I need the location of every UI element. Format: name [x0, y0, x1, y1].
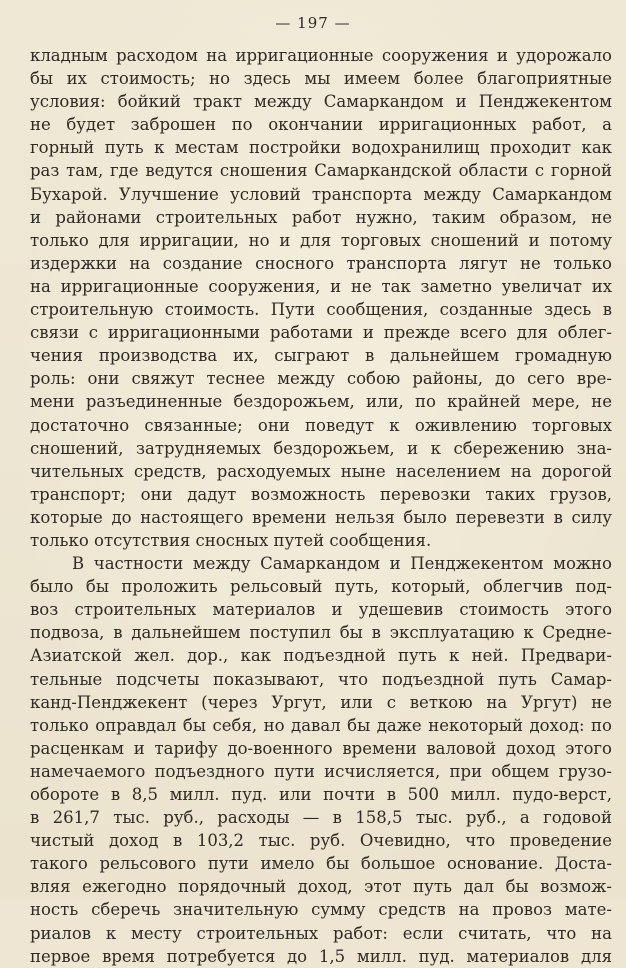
page-number: — 197 — — [275, 14, 351, 32]
text-line: кладным расходом на ирригационные сооружения и удорожало — [30, 46, 612, 65]
text-line: строительную стоимость. Пути сообщения, созданные здесь в — [30, 300, 612, 320]
text-line: только отсутствия сносных путей сообщения. — [30, 530, 432, 550]
text-line: на ирригационные сооружения, и не так заметно увеличат их — [30, 276, 612, 296]
text-line: намечаемого подъездного пути исчисляется, при общем грузо- — [30, 761, 612, 781]
text-line: обороте в 8,5 милл. пуд. или почти в 500 милл. пудо-верст, — [30, 785, 612, 804]
text-line: такого рельсового пути имело бы большое основание. Доста- — [30, 854, 612, 874]
text-line: подвоза, в дальнейшем поступил бы в эксплуатацию к Средне- — [30, 623, 612, 643]
text-line: вляя ежегодно порядочный доход, этот путь дал бы возмож- — [30, 877, 612, 897]
text-line: только для ирригации, но и для торговых сношений и потому — [30, 230, 612, 250]
text-line: чительных средств, расходуемых ныне населением на дорогой — [30, 461, 612, 481]
text-line: горный путь к местам постройки водохранилищ проходит как — [30, 138, 612, 158]
text-line: расценкам и тарифу до-военного времени валовой доход этого — [30, 738, 612, 758]
text-line: тельные подсчеты показывают, что подъездной путь Самар- — [30, 669, 612, 689]
text-line: мени разъединенные бездорожьем, или, по крайней мере, не — [30, 392, 612, 412]
body-text — [30, 44, 612, 968]
text-line: не будет заброшен по окончании ирригационных работ, а — [30, 115, 612, 135]
text-line: Азиатской жел. дор., как подъездной путь к ней. Предвари- — [30, 646, 612, 666]
text-line: канд-Пенджекент (через Ургут, или с веткою на Ургут) не — [30, 692, 612, 712]
text-line: условия: бойкий тракт между Самаркандом и Пенджекентом — [30, 92, 612, 112]
text-line: роль: они свяжут теснее между собою районы, до сего вре- — [30, 369, 612, 389]
text-line: в 261,7 тыс. руб., расходы — в 158,5 тыс. руб., а годовой — [30, 808, 612, 828]
text-line: Бухарой. Улучшение условий транспорта между Самаркандом — [30, 184, 612, 204]
text-line: только оправдал бы себя, но давал бы даже некоторый доход: по — [30, 715, 612, 735]
text-line: риалов к месту строительных работ: если считать, что на — [30, 923, 612, 943]
text-line: издержки на создание сносного транспорта лягут не только — [30, 253, 612, 273]
text-line: раз там, где ведутся сношения Самаркандской области с горной — [30, 161, 612, 181]
text-line: связи с ирригационными работами и прежде всего для облег- — [30, 323, 612, 343]
text-line: достаточно связанные; они поведут к оживлению торговых — [30, 415, 612, 435]
text-line: сношений, затрудняемых бездорожьем, и к сбережению зна- — [30, 438, 612, 458]
paragraph-first-line: В частности между Самаркандом и Пенджекентом можно — [72, 554, 612, 574]
text-line: чистый доход в 103,2 тыс. руб. Очевидно, что проведение — [30, 831, 612, 851]
text-line: бы их стоимость; но здесь мы имеем более благоприятные — [30, 69, 612, 89]
text-line: ность сберечь значительную сумму средств на провоз мате- — [30, 900, 612, 920]
text-line: было бы проложить рельсовый путь, который, облегчив под- — [30, 577, 612, 597]
text-line: первое время потребуется до 1,5 милл. пуд. материалов для — [30, 946, 612, 966]
text-line: и районами строительных работ нужно, таким образом, не — [30, 207, 612, 227]
text-line: воз строительных материалов и удешевив стоимость этого — [30, 600, 612, 620]
text-line: чения производства их, сыграют в дальнейшем громадную — [30, 346, 612, 366]
text-line: которые до настоящего времени нельзя было перевезти в силу — [30, 507, 612, 527]
text-line: транспорт; они дадут возможность перевозки таких грузов, — [30, 484, 612, 504]
